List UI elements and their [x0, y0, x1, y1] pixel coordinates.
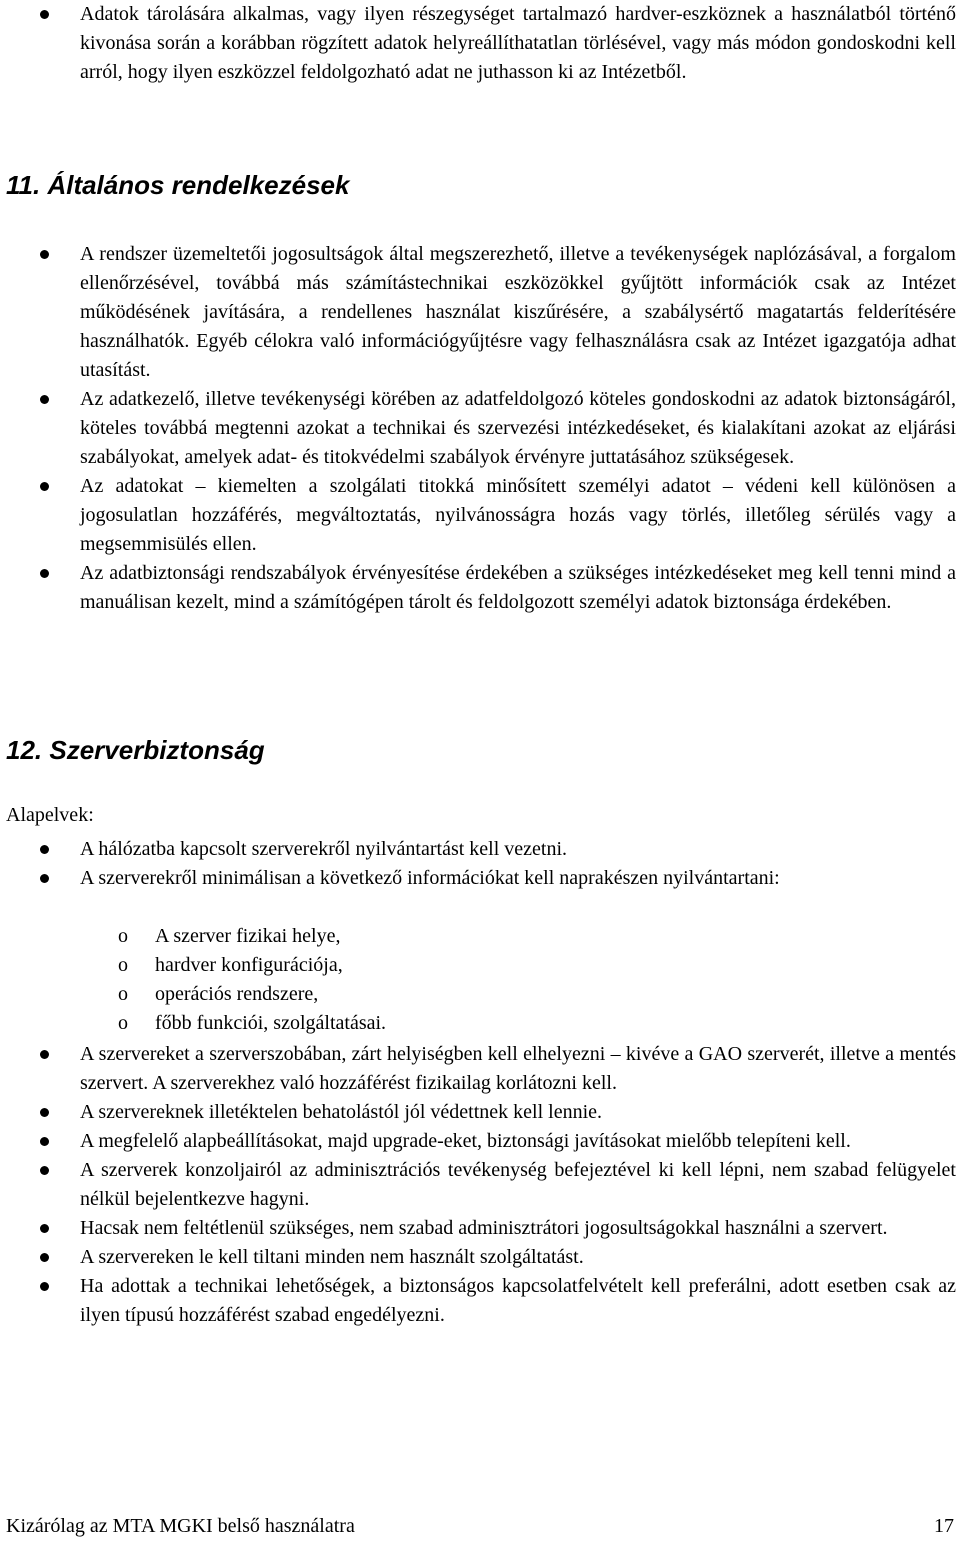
section-11-heading: 11. Általános rendelkezések	[6, 170, 350, 200]
section-11-list	[0, 240, 960, 617]
list-item: Adatok tárolására alkalmas, vagy ilyen részegységet tartalmazó hardver-eszköznek a használatból történő kivonása során a korábban rögzített adatok helyreállíthatatlan törlésével, vagy más módon gondoskodni kell arról, hogy ilyen eszközzel feldolgozható adat ne juthasson ki az Intézetből.	[0, 0, 960, 87]
server-info-sublist	[0, 922, 960, 1038]
sub-list-item-text: főbb funkciói, szolgáltatásai.	[155, 1012, 387, 1034]
list-item: A szervereknek illetéktelen behatolástól jól védettnek kell lennie.	[0, 1098, 960, 1127]
list-item: Az adatokat – kiemelten a szolgálati titokká minősített személyi adatot – védeni kell különösen a jogosulatlan hozzáférés, megváltoztatás, nyilvánosságra hozás vagy törlés, illetőleg sérülés vagy a megsemmisülés ellen.	[0, 472, 960, 559]
footer-text: Kizárólag az MTA MGKI belső használatra	[6, 1515, 355, 1537]
circle-bullet-icon: o	[118, 1012, 128, 1034]
list-item: Hacsak nem feltétlenül szükséges, nem szabad adminisztrátori jogosultságokkal használni a szervert.	[0, 1214, 960, 1243]
list-item: Az adatbiztonsági rendszabályok érvényesítése érdekében a szükséges intézkedéseket meg kell tenni mind a manuálisan kezelt, mind a számítógépen tárolt és feldolgozott személyi adatok biztonsága érdekében.	[0, 559, 960, 617]
page-footer	[6, 1513, 954, 1539]
list-item: Az adatkezelő, illetve tevékenységi körében az adatfeldolgozó köteles gondoskodni az adatok biztonságáról, köteles továbbá megtenni azokat a technikai és szervezési intézkedéseket, és kialakítani azokat az eljárási szabályokat, amelyek adat- és titokvédelmi szabályok érvényre juttatásához szükségesek.	[0, 385, 960, 472]
sub-list-item	[0, 980, 960, 1009]
list-item: A hálózatba kapcsolt szerverekről nyilvántartást kell vezetni.	[0, 835, 960, 864]
list-item-text: A szerverekről minimálisan a következő információkat kell naprakészen nyilvántartani:	[80, 867, 780, 889]
sub-list-item-text: operációs rendszere,	[155, 983, 319, 1005]
list-item: A szerverek konzoljairól az adminisztrációs tevékenység befejeztével ki kell lépni, nem szabad felügyelet nélkül bejelentkezve hagyni.	[0, 1156, 960, 1214]
intro-list	[0, 0, 960, 87]
page-number: 17	[934, 1515, 954, 1537]
list-item: A szervereket a szerverszobában, zárt helyiségben kell elhelyezni – kivéve a GAO szerverét, illetve a mentés szervert. A szerverekhez való hozzáférést fizikailag korlátozni kell.	[0, 1040, 960, 1098]
list-item: A megfelelő alapbeállításokat, majd upgrade-eket, biztonsági javításokat mielőbb telepíteni kell.	[0, 1127, 960, 1156]
sub-list-item	[0, 922, 960, 951]
sub-list-item-text: hardver konfigurációja,	[155, 954, 343, 976]
list-item: A rendszer üzemeltetői jogosultságok által megszerezhető, illetve a tevékenységek naplózásával, a forgalom ellenőrzésével, továbbá más számítástechnikai eszközökkel gyűjtött információk csak az Intézet működésének javítására, a rendellenes használat kiszűrésére, a szabálysértő magatartás felderítésére használhatók. Egyéb célokra való információgyűjtésre vagy felhasználásra csak az Intézet igazgatója adhat utasítást.	[0, 240, 960, 385]
section-12-list	[0, 835, 960, 893]
sub-list-item	[0, 1009, 960, 1038]
sub-list-item	[0, 951, 960, 980]
section-12-list-continued	[0, 1040, 960, 1330]
list-item: A szervereken le kell tiltani minden nem használt szolgáltatást.	[0, 1243, 960, 1272]
list-item: Ha adottak a technikai lehetőségek, a biztonságos kapcsolatfelvételt kell preferálni, adott esetben csak az ilyen típusú hozzáférést szabad engedélyezni.	[0, 1272, 960, 1330]
section-12-heading: 12. Szerverbiztonság	[6, 735, 265, 765]
list-item	[0, 864, 960, 893]
circle-bullet-icon: o	[118, 954, 128, 976]
circle-bullet-icon: o	[118, 983, 128, 1005]
sub-list-item-text: A szerver fizikai helye,	[155, 925, 341, 947]
circle-bullet-icon: o	[118, 925, 128, 947]
principles-label: Alapelvek:	[6, 804, 94, 826]
